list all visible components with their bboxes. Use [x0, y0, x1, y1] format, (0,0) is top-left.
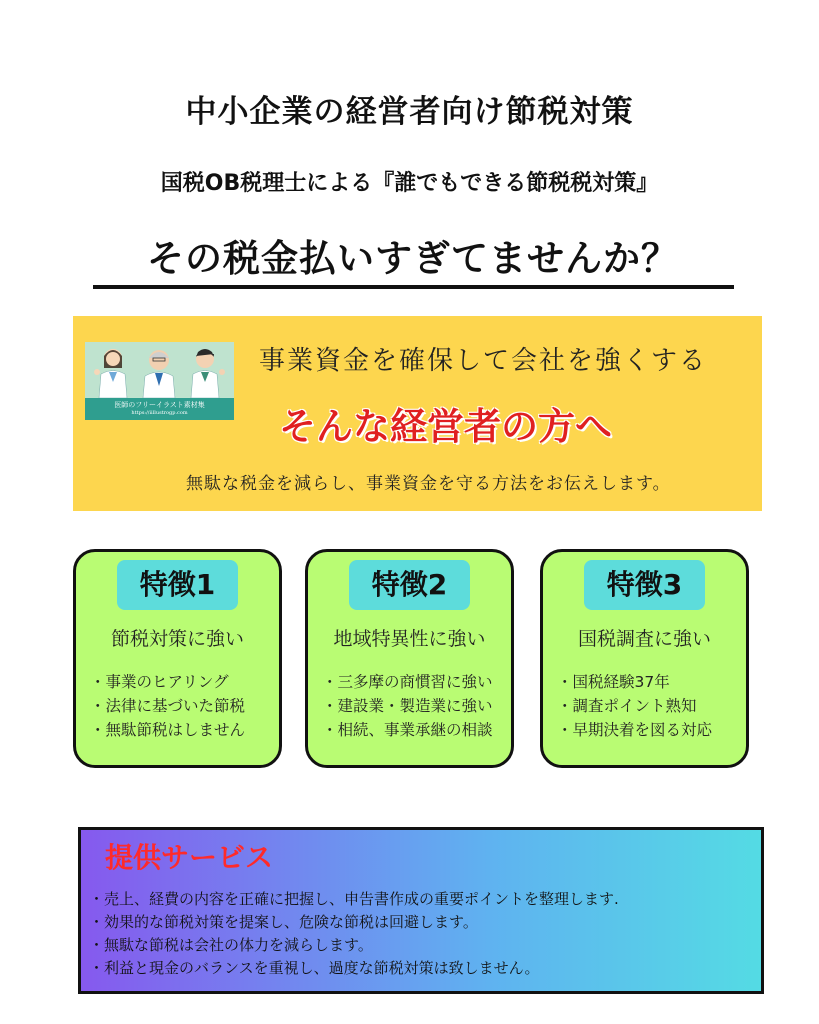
services-title: 提供サービス: [105, 841, 274, 874]
feature-heading: 節税対策に強い: [110, 628, 244, 650]
feature-card-1: [73, 549, 282, 768]
doctors-illustration: [85, 342, 234, 420]
services-box: [78, 827, 764, 994]
page-title: 中小企業の経営者向け節税対策: [185, 94, 634, 130]
feature-heading: 地域特異性に強い: [333, 628, 486, 650]
feature-card-2: [305, 549, 514, 768]
illustration-caption-text: 医師のフリーイラスト素材集: [114, 401, 205, 409]
list-item: ・ 法律に基づいた節税: [90, 694, 245, 718]
feature-badge: 特徴1: [117, 560, 238, 610]
list-item: ・ 三多摩の商慣習に強い: [322, 670, 493, 694]
list-item: ・ 無駄節税はしません: [90, 718, 245, 742]
illustration-url: https://iillustrogp.com: [131, 410, 188, 417]
list-item: ・ 売上、経費の内容を正確に把握し、申告書作成の重要ポイントを整理します.: [89, 888, 619, 911]
list-item: ・ 早期決着を図る対応: [557, 718, 712, 742]
list-item: ・ 事業のヒアリング: [90, 670, 245, 694]
page-subtitle: 国税OB税理士による『誰でもできる節税税対策』: [160, 171, 659, 196]
list-item: ・ 建設業・製造業に強い: [322, 694, 493, 718]
feature-card-3: [540, 549, 749, 768]
list-item: ・ 相続、事業承継の相談: [322, 718, 493, 742]
doctors-icon: [85, 342, 234, 398]
list-item: ・ 利益と現金のバランスを重視し、過度な節税対策は致しません。: [89, 957, 619, 980]
feature-list: [322, 670, 493, 742]
feature-badge: 特徴2: [349, 560, 470, 610]
feature-heading: 国税調査に強い: [577, 628, 711, 650]
list-item: ・ 効果的な節税対策を提案し、危険な節税は回避します。: [89, 911, 619, 934]
feature-list: [557, 670, 712, 742]
banner-target-audience: そんな経営者の方へ: [279, 405, 612, 448]
services-list: [89, 888, 619, 980]
list-item: ・ 調査ポイント熟知: [557, 694, 712, 718]
list-item: ・ 国税経験37年: [557, 670, 712, 694]
feature-badge: 特徴3: [584, 560, 705, 610]
illustration-caption: [85, 398, 234, 420]
feature-list: [90, 670, 245, 742]
banner-description: 無駄な税金を減らし、事業資金を守る方法をお伝えします。: [186, 474, 671, 494]
headline-underline: [93, 285, 734, 289]
list-item: ・ 無駄な節税は会社の体力を減らします。: [89, 934, 619, 957]
headline: その税金払いすぎてませんか？: [147, 237, 679, 280]
banner-tagline: 事業資金を確保して会社を強くする: [259, 346, 708, 376]
intro-banner: [73, 316, 762, 511]
